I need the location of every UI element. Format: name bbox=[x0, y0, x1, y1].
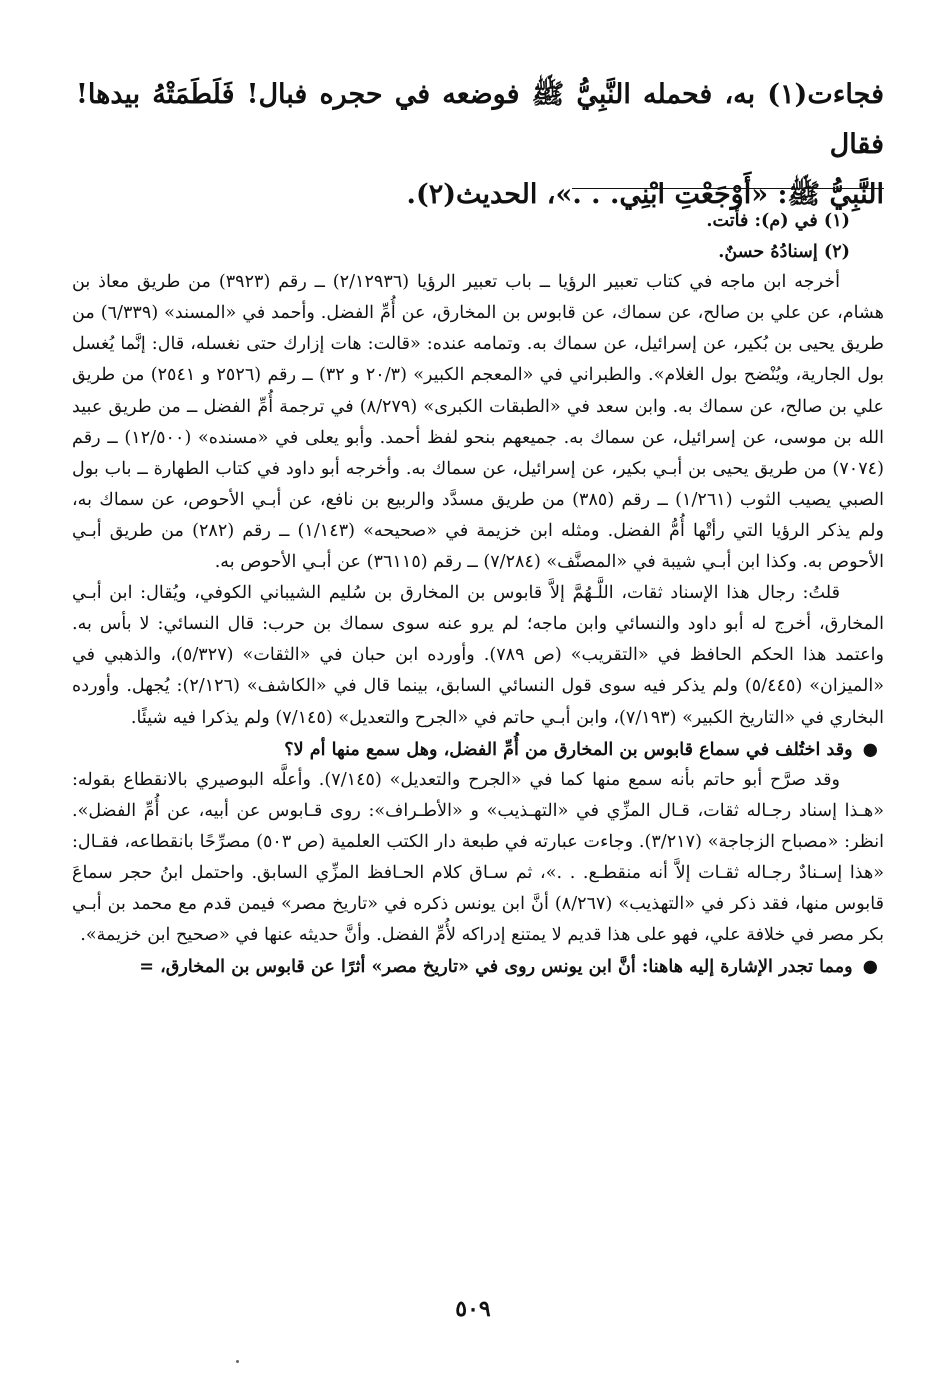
footnote-1: (١) في (م): فأتت. bbox=[706, 210, 850, 231]
footnote-2: (٢) إسنادُهُ حسنٌ. bbox=[718, 241, 850, 263]
hearing-paragraph: وقد صرَّح أبو حاتم بأنه سمع منها كما في «الجرح والتعديل» (٧/١٤٥). وأعلَّه البوصيري بالانقطاع بقوله: «هـذا إسناد رجـاله ثقات، قـال المزِّي في «التهـذيب» و «الأطـراف»: روى قـابوس عن أبيه، عن أُمِّ الفضل». انظر: «مصباح الزجاجة» (٣/٢١٧). وجاءت عبارته في طبعة دار الكتب العلمية (ص ٥٠٣) مصرِّحًا بانقطاعه، فقـال: «هذا إسـنادٌ رجـاله ثقـات إلاَّ أنه منقطـع. . .»، ثم سـاق كلام الحـافظ المزِّي السابق. واحتمل ابنُ حجر سماعَ قابوس منها، فقد ذكر في «التهذيب» (٨/٢٦٧) أنَّ ابن يونس ذكره في «تاريخ مصر» فيمن قدم مع محمد بن أبـي بكر مصر في خلافة علي، فهو على هذا قديم لا يمتنع إدراكه لأُمِّ الفضل. وأنَّ حديثه عنها في «صحيح ابن خزيمة». bbox=[72, 769, 884, 946]
bullet-text: ومما تجدر الإشارة إليه هاهنا: أنَّ ابن يونس روى في «تاريخ مصر» أثرًا عن قابوس بن المخارق، = bbox=[139, 956, 853, 978]
bullet-point bbox=[72, 951, 884, 982]
footnotes-section bbox=[72, 205, 884, 982]
scan-speck bbox=[236, 1360, 239, 1363]
main-text-line: النَّبِيُّ ﷺ: «أَوْجَعْتِ ابْنِي. . .»، الحديث(٢). bbox=[406, 179, 884, 210]
page-number: ٥٠٩ bbox=[455, 1296, 491, 1322]
main-text bbox=[76, 70, 884, 220]
bullet-text: وقد اختُلف في سماع قابوس بن المخارق من أُمِّ الفضل، وهل سمع منها أم لا؟ bbox=[284, 738, 853, 760]
narrators-paragraph: قلتُ: رجال هذا الإسناد ثقات، اللَّـهُمَّ إلاَّ قابوس بن المخارق بن سُليم الشيباني الكوفي، ويُقال: ابن أبـي المخارق، أخرج له أبو داود والنسائي وابن ماجه؛ لم يرو عنه سوى سماك بن حرب: قال النسائي: لا بأس به. واعتمد هذا الحكم الحافظ في «التقريب» (ص ٧٨٩). وأورده ابن حبان في «الثقات» (٥/٣٢٧)، والذهبي في «الميزان» (٥/٤٤٥) ولم يذكر فيه سوى قول النسائي السابق، بينما قال في «الكاشف» (٢/١٢٦): يُجهل. وأورده البخاري في «التاريخ الكبير» (٧/١٩٣)، وابن أبـي حاتم في «الجرح والتعديل» (٧/١٤٥) ولم يذكرا فيه شيئًا. bbox=[72, 583, 884, 728]
bullet-icon: ● bbox=[862, 956, 878, 978]
bullet-icon: ● bbox=[862, 738, 878, 760]
main-text-line: فجاءت(١) به، فحمله النَّبِيُّ ﷺ فوضعه في حجره فبال! فَلَطَمَتْهُ بيدها! فقال bbox=[76, 79, 884, 160]
footnote-separator bbox=[572, 188, 884, 189]
takhrij-paragraph: أخرجه ابن ماجه في كتاب تعبير الرؤيا ــ باب تعبير الرؤيا (٢/١٢٩٣٦) ــ رقم (٣٩٢٣) من طريق معاذ بن هشام، عن علي بن صالح، عن سماك، عن قابوس بن المخارق، عن أُمِّ الفضل. وأحمد في «المسند» (٦/٣٣٩) من طريق يحيى بن بُكير، عن إسرائيل، عن سماك به. وتمامه عنده: «قالت: هات إزارك حتى نغسله، قال: إنَّما يُغسل بول الجارية، ويُنْضح بول الغلام». والطبراني في «المعجم الكبير» (٢٠/٣ و ٣٢) ــ رقم (٢٥٢٦ و ٢٥٤١) من طريق علي بن صالح، عن سماك به. وابن سعد في «الطبقات الكبرى» (٨/٢٧٩) في ترجمة أُمِّ الفضل ــ من طريق عبيد الله بن موسى، عن إسرائيل، عن سماك به. جميعهم بنحو لفظ أحمد. وأبو يعلى في «مسنده» (١٢/٥٠٠) ــ رقم (٧٠٧٤) من طريق يحيى بن أبـي بكير، عن إسرائيل، عن سماك به. وأخرجه أبو داود في كتاب الطهارة ــ باب بول الصبي يصيب الثوب (١/٢٦١) ــ رقم (٣٨٥) من طريق مسدَّد والربيع بن نافع، عن أبـي الأحوص، عن سماك به، ولم يذكر الرؤيا التي رأتْها أُمُّ الفضل. ومثله ابن خزيمة في «صحيحه» (١/١٤٣) ــ رقم (٢٨٢) من طريق أبـي الأحوص به. وكذا ابن أبـي شيبة في «المصنَّف» (٧/٢٨٤) ــ رقم (٣٦١١٥) عن أبـي الأحوص به. bbox=[72, 272, 884, 573]
bullet-point bbox=[72, 734, 884, 765]
